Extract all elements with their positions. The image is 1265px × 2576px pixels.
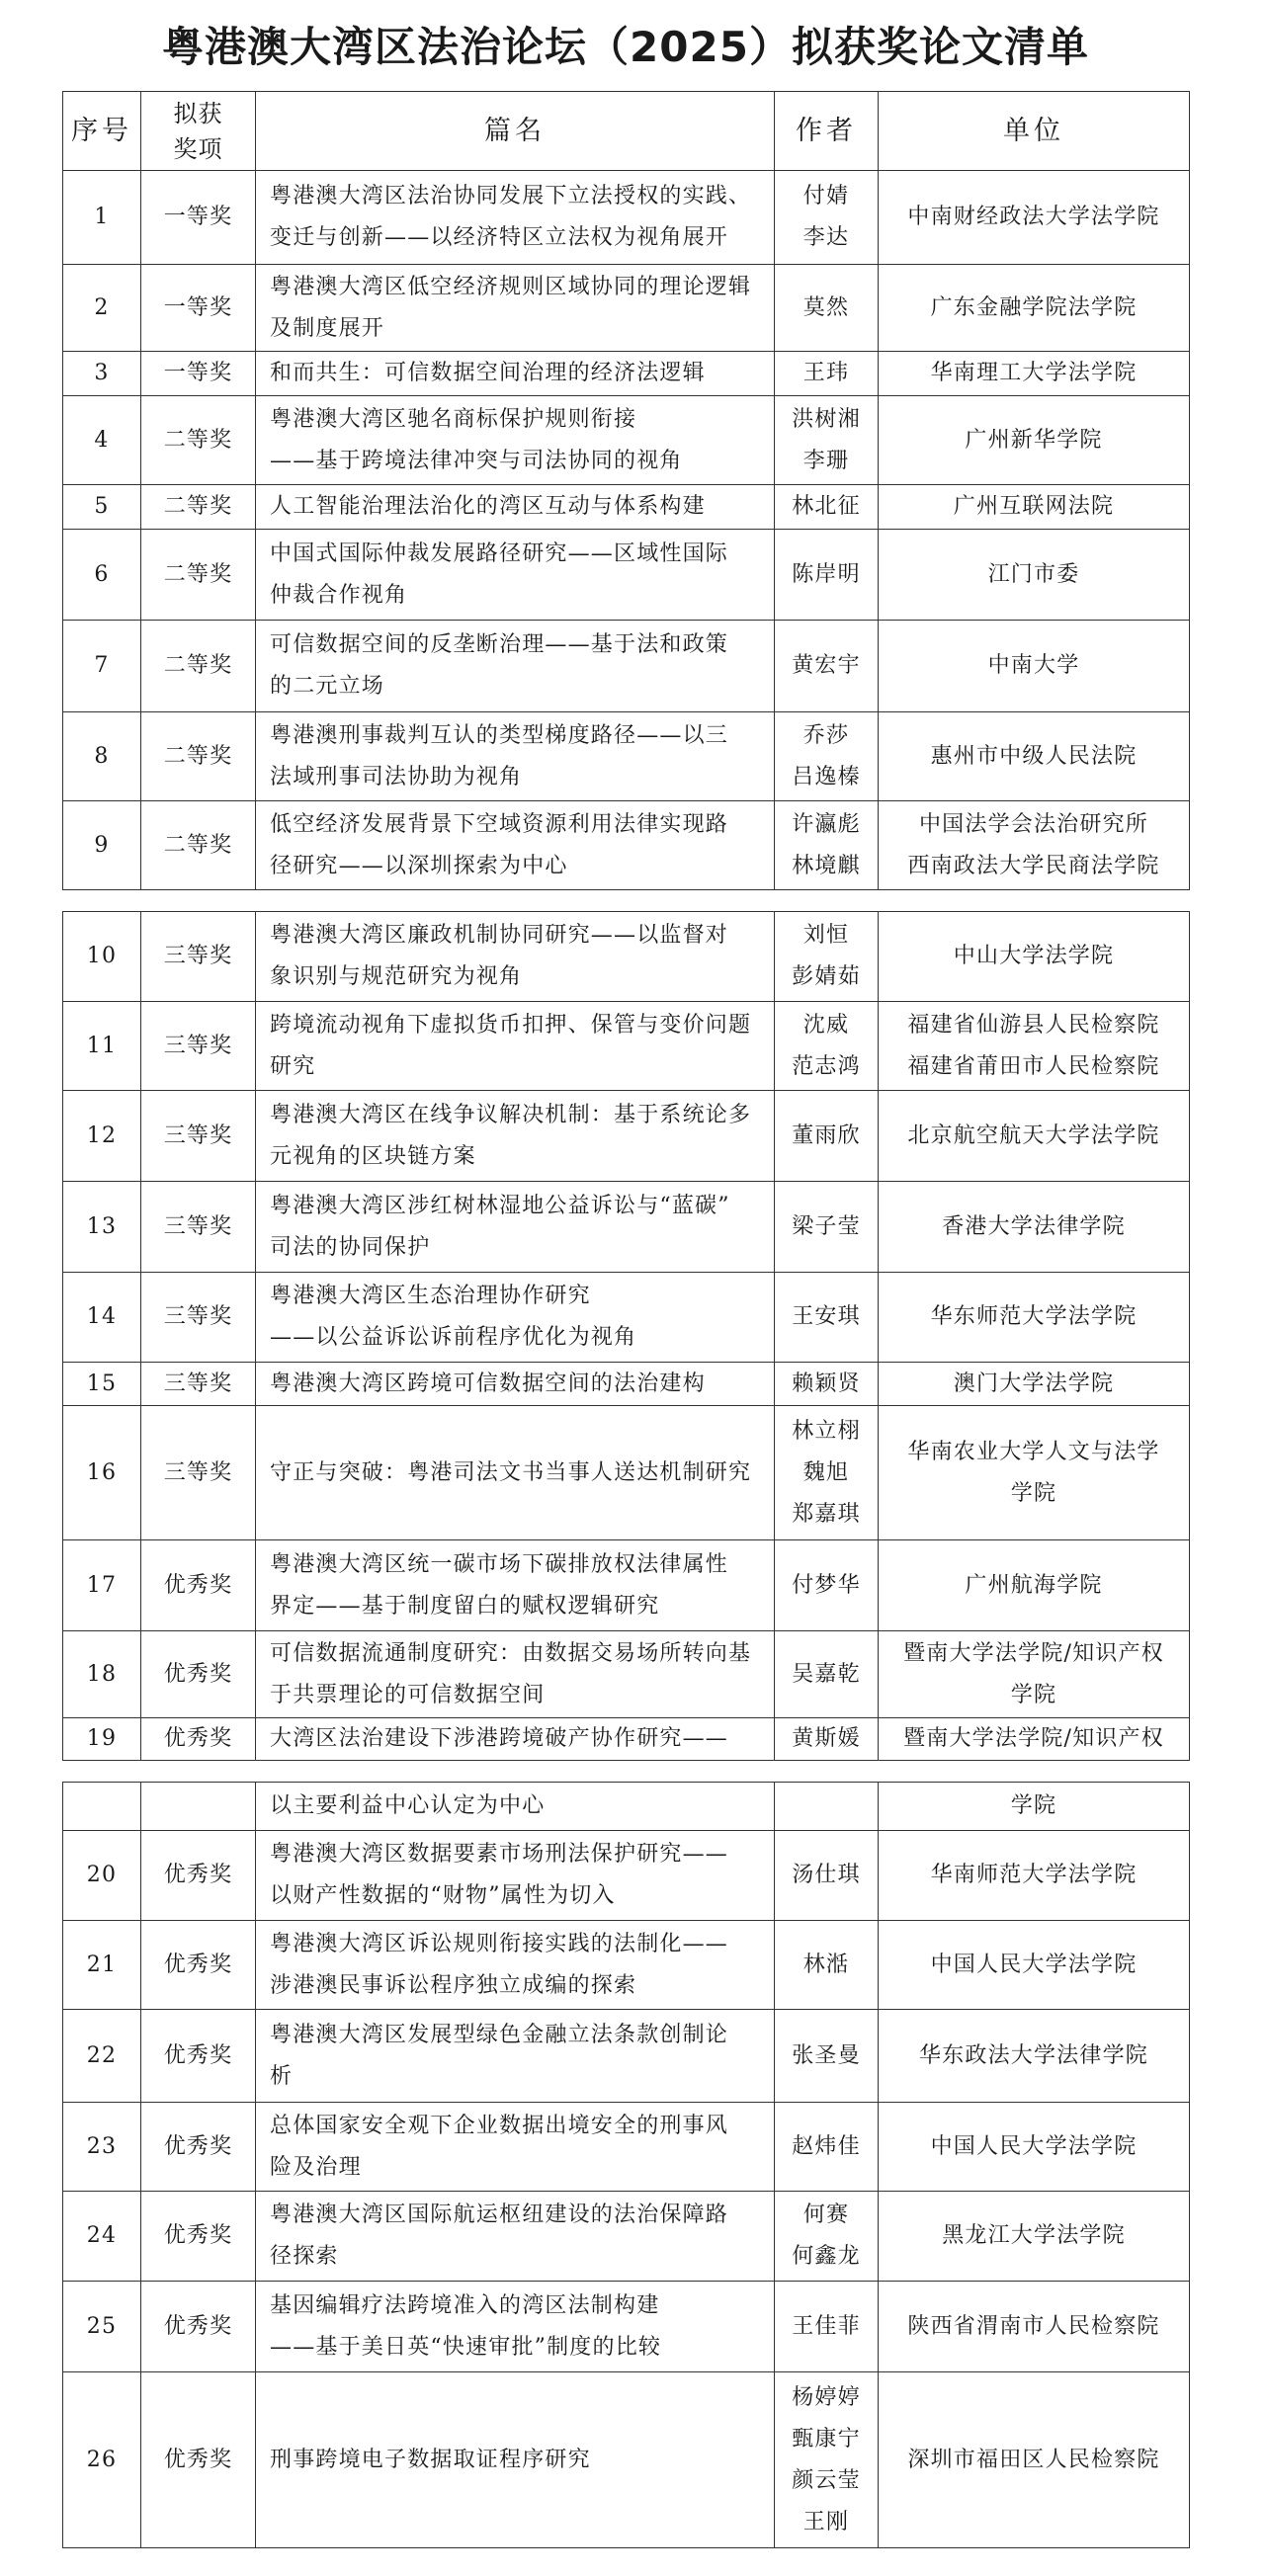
paper-title: 跨境流动视角下虚拟货币扣押、保管与变价问题 研究 [256,1002,775,1091]
author-names: 莫然 [775,265,879,352]
award-level: 三等奖 [141,1363,256,1406]
table-row [63,2010,1190,2103]
row-number: 13 [63,1182,141,1273]
paper-title: 总体国家安全观下企业数据出境安全的刑事风 险及治理 [256,2103,775,2192]
table-row [63,171,1190,265]
author-names: 黄宏宇 [775,621,879,712]
award-level: 优秀奖 [141,2010,256,2103]
row-number: 1 [63,171,141,265]
award-level: 二等奖 [141,530,256,621]
paper-title: 可信数据流通制度研究：由数据交易场所转向基 于共票理论的可信数据空间 [256,1631,775,1718]
table-row [63,396,1190,485]
paper-title: 粤港澳刑事裁判互认的类型梯度路径——以三 法域刑事司法协助为视角 [256,712,775,801]
row-number: 14 [63,1273,141,1363]
award-level: 一等奖 [141,265,256,352]
table-row [63,1718,1190,1761]
award-level: 二等奖 [141,621,256,712]
table-row [63,1406,1190,1540]
paper-title: 粤港澳大湾区在线争议解决机制：基于系统论多 元视角的区块链方案 [256,1091,775,1182]
paper-title: 守正与突破：粤港司法文书当事人送达机制研究 [256,1406,775,1540]
author-unit: 中南大学 [879,621,1190,712]
paper-title: 粤港澳大湾区国际航运枢纽建设的法治保障路 径探索 [256,2192,775,2282]
row-number: 21 [63,1921,141,2010]
table-row [63,2192,1190,2282]
author-unit: 广州航海学院 [879,1540,1190,1631]
award-level: 优秀奖 [141,2372,256,2548]
paper-title: 大湾区法治建设下涉港跨境破产协作研究—— [256,1718,775,1761]
table-row [63,1363,1190,1406]
author-names: 汤仕琪 [775,1831,879,1921]
header-authors: 作者 [775,92,879,171]
author-names: 杨婷婷 甄康宁 颜云莹 王刚 [775,2372,879,2548]
author-unit: 黑龙江大学法学院 [879,2192,1190,2282]
row-number: 24 [63,2192,141,2282]
table-row [63,912,1190,1002]
paper-title-continuation: 以主要利益中心认定为中心 [256,1783,775,1831]
author-unit: 华南农业大学人文与法学 学院 [879,1406,1190,1540]
table-row [63,485,1190,530]
author-names: 赖颖贤 [775,1363,879,1406]
author-unit-continuation: 学院 [879,1783,1190,1831]
author-unit: 中南财经政法大学法学院 [879,171,1190,265]
row-number: 18 [63,1631,141,1718]
author-names: 王佳菲 [775,2282,879,2372]
award-level: 三等奖 [141,1182,256,1273]
row-number: 26 [63,2372,141,2548]
table-row-continuation [63,1783,1190,1831]
row-number: 23 [63,2103,141,2192]
award-level: 三等奖 [141,1091,256,1182]
author-names: 林湉 [775,1921,879,2010]
row-number: 19 [63,1718,141,1761]
author-names: 张圣曼 [775,2010,879,2103]
author-names: 沈威 范志鸿 [775,1002,879,1091]
author-names: 吴嘉乾 [775,1631,879,1718]
table-row [63,352,1190,396]
author-names: 梁子莹 [775,1182,879,1273]
author-unit: 江门市委 [879,530,1190,621]
author-unit: 惠州市中级人民法院 [879,712,1190,801]
row-number: 15 [63,1363,141,1406]
paper-title: 低空经济发展背景下空域资源利用法律实现路 径研究——以深圳探索为中心 [256,801,775,890]
author-names: 林立栩 魏旭 郑嘉琪 [775,1406,879,1540]
author-unit: 广州互联网法院 [879,485,1190,530]
award-level: 三等奖 [141,1406,256,1540]
table-header-row [63,92,1190,171]
award-level: 优秀奖 [141,1831,256,1921]
award-level: 优秀奖 [141,1718,256,1761]
table-row [63,1831,1190,1921]
author-names: 刘恒 彭婧茹 [775,912,879,1002]
table-row [63,1540,1190,1631]
table-row [63,1273,1190,1363]
row-number: 3 [63,352,141,396]
paper-title: 刑事跨境电子数据取证程序研究 [256,2372,775,2548]
award-level: 一等奖 [141,171,256,265]
paper-title: 粤港澳大湾区发展型绿色金融立法条款创制论 析 [256,2010,775,2103]
author-unit: 广州新华学院 [879,396,1190,485]
author-names: 董雨欣 [775,1091,879,1182]
table-row [63,1182,1190,1273]
header-title: 篇名 [256,92,775,171]
table-row [63,2103,1190,2192]
header-award: 拟获 奖项 [141,92,256,171]
table-row [63,2282,1190,2372]
paper-title: 人工智能治理法治化的湾区互动与体系构建 [256,485,775,530]
author-unit: 澳门大学法学院 [879,1363,1190,1406]
award-level: 二等奖 [141,801,256,890]
author-names: 许瀛彪 林境麒 [775,801,879,890]
award-level: 优秀奖 [141,2103,256,2192]
paper-title: 粤港澳大湾区驰名商标保护规则衔接 ——基于跨境法律冲突与司法协同的视角 [256,396,775,485]
award-level: 优秀奖 [141,2282,256,2372]
paper-title: 粤港澳大湾区数据要素市场刑法保护研究—— 以财产性数据的“财物”属性为切入 [256,1831,775,1921]
table-row [63,2372,1190,2548]
author-unit: 广东金融学院法学院 [879,265,1190,352]
page-title: 粤港澳大湾区法治论坛（2025）拟获奖论文清单 [162,23,1089,71]
paper-title: 粤港澳大湾区法治协同发展下立法授权的实践、 变迁与创新——以经济特区立法权为视角展开 [256,171,775,265]
paper-title: 粤港澳大湾区诉讼规则衔接实践的法制化—— 涉港澳民事诉讼程序独立成编的探索 [256,1921,775,2010]
award-level: 优秀奖 [141,1921,256,2010]
table-row [63,621,1190,712]
header-number: 序号 [63,92,141,171]
author-unit: 香港大学法律学院 [879,1182,1190,1273]
row-number: 6 [63,530,141,621]
paper-title: 可信数据空间的反垄断治理——基于法和政策 的二元立场 [256,621,775,712]
author-names: 陈岸明 [775,530,879,621]
paper-title: 粤港澳大湾区生态治理协作研究 ——以公益诉讼诉前程序优化为视角 [256,1273,775,1363]
author-names: 付婧 李达 [775,171,879,265]
paper-title: 中国式国际仲裁发展路径研究——区域性国际 仲裁合作视角 [256,530,775,621]
paper-title: 粤港澳大湾区统一碳市场下碳排放权法律属性 界定——基于制度留白的赋权逻辑研究 [256,1540,775,1631]
paper-title: 基因编辑疗法跨境准入的湾区法制构建 ——基于美日英“快速审批”制度的比较 [256,2282,775,2372]
row-number: 9 [63,801,141,890]
award-level: 优秀奖 [141,1540,256,1631]
author-names: 王玮 [775,352,879,396]
author-unit: 中国法学会法治研究所 西南政法大学民商法学院 [879,801,1190,890]
author-unit: 深圳市福田区人民检察院 [879,2372,1190,2548]
award-table-part-1 [62,91,1190,890]
row-number: 12 [63,1091,141,1182]
author-names: 林北征 [775,485,879,530]
table-row [63,1002,1190,1091]
row-number: 5 [63,485,141,530]
table-row [63,712,1190,801]
author-unit: 暨南大学法学院/知识产权 [879,1718,1190,1761]
table-row [63,801,1190,890]
paper-title: 粤港澳大湾区跨境可信数据空间的法治建构 [256,1363,775,1406]
award-level: 二等奖 [141,485,256,530]
row-number: 10 [63,912,141,1002]
author-names: 洪树湘 李珊 [775,396,879,485]
row-number: 8 [63,712,141,801]
award-level-empty [141,1783,256,1831]
author-unit: 华南理工大学法学院 [879,352,1190,396]
award-level: 三等奖 [141,1273,256,1363]
paper-title: 粤港澳大湾区低空经济规则区域协同的理论逻辑 及制度展开 [256,265,775,352]
row-number: 17 [63,1540,141,1631]
author-names: 付梦华 [775,1540,879,1631]
award-level: 优秀奖 [141,2192,256,2282]
author-names-empty [775,1783,879,1831]
author-unit: 福建省仙游县人民检察院 福建省莆田市人民检察院 [879,1002,1190,1091]
award-level: 三等奖 [141,912,256,1002]
author-names: 王安琪 [775,1273,879,1363]
author-names: 何赛 何鑫龙 [775,2192,879,2282]
author-unit: 北京航空航天大学法学院 [879,1091,1190,1182]
award-level: 一等奖 [141,352,256,396]
award-table-part-3 [62,1782,1190,2548]
author-unit: 中国人民大学法学院 [879,1921,1190,2010]
award-level: 三等奖 [141,1002,256,1091]
row-number: 20 [63,1831,141,1921]
author-names: 赵炜佳 [775,2103,879,2192]
award-level: 二等奖 [141,712,256,801]
award-level: 二等奖 [141,396,256,485]
author-unit: 华南师范大学法学院 [879,1831,1190,1921]
table-row [63,530,1190,621]
row-number: 22 [63,2010,141,2103]
row-number: 16 [63,1406,141,1540]
award-table-part-2 [62,911,1190,1761]
paper-title: 和而共生：可信数据空间治理的经济法逻辑 [256,352,775,396]
award-level: 优秀奖 [141,1631,256,1718]
table-row [63,1631,1190,1718]
paper-title: 粤港澳大湾区廉政机制协同研究——以监督对 象识别与规范研究为视角 [256,912,775,1002]
row-number: 7 [63,621,141,712]
author-unit: 中山大学法学院 [879,912,1190,1002]
author-unit: 暨南大学法学院/知识产权 学院 [879,1631,1190,1718]
row-number: 25 [63,2282,141,2372]
author-unit: 中国人民大学法学院 [879,2103,1190,2192]
table-row [63,1921,1190,2010]
author-names: 乔莎 吕逸榛 [775,712,879,801]
author-unit: 华东师范大学法学院 [879,1273,1190,1363]
row-number: 2 [63,265,141,352]
paper-title: 粤港澳大湾区涉红树林湿地公益诉讼与“蓝碳” 司法的协同保护 [256,1182,775,1273]
author-unit: 华东政法大学法律学院 [879,2010,1190,2103]
author-names: 黄斯媛 [775,1718,879,1761]
author-unit: 陕西省渭南市人民检察院 [879,2282,1190,2372]
header-unit: 单位 [879,92,1190,171]
row-number: 4 [63,396,141,485]
row-number-empty [63,1783,141,1831]
table-row [63,1091,1190,1182]
row-number: 11 [63,1002,141,1091]
table-row [63,265,1190,352]
